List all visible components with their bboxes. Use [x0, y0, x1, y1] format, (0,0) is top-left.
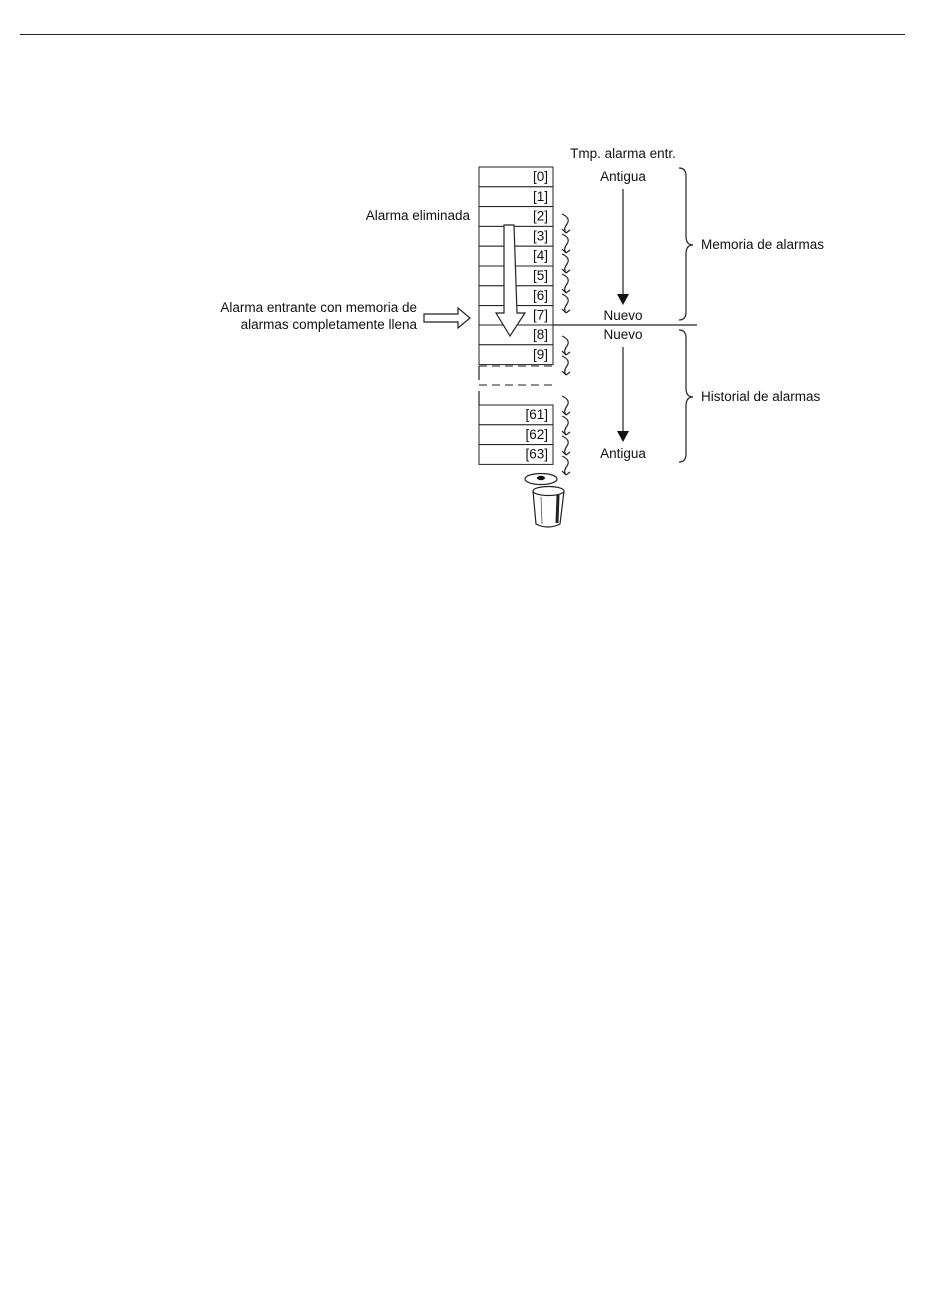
- cell-index-label: [0]: [532, 169, 548, 184]
- trash-can-icon: [525, 474, 564, 528]
- cell-index-label: [9]: [532, 346, 548, 362]
- omitted-cells: [479, 366, 553, 405]
- shift-curl-icon: [562, 274, 570, 293]
- history-cell: [479, 345, 553, 365]
- incoming-alarm-arrow: [424, 308, 470, 328]
- timestamp-header: Tmp. alarma entr.: [570, 146, 676, 161]
- cell-index-label: [6]: [532, 287, 548, 303]
- cell-index-label: [5]: [532, 268, 548, 283]
- cell-index-label: [8]: [532, 327, 548, 342]
- memory-brace-label: Memoria de alarmas: [701, 237, 825, 252]
- cell-index-label: [4]: [532, 248, 548, 264]
- shift-curl-icon: [562, 336, 570, 355]
- memory-cell: [479, 187, 553, 207]
- shift-curl-icon: [562, 214, 570, 233]
- deleted-alarm-label: Alarma eliminada: [365, 208, 470, 223]
- history-cell: [479, 425, 553, 445]
- incoming-alarm-label-line1: Alarma entrante con memoria de: [220, 300, 417, 315]
- history-cell: [479, 405, 553, 425]
- cell-index-label: [62]: [525, 426, 548, 442]
- shift-curl-icon: [562, 436, 570, 455]
- incoming-alarm-label-line2: alarmas completamente llena: [240, 317, 417, 332]
- cell-index-label: [1]: [532, 188, 548, 204]
- history-newest-label: Nuevo: [603, 327, 643, 342]
- history-cell: [479, 325, 553, 345]
- cell-index-label: [63]: [525, 446, 548, 462]
- cell-index-label: [2]: [532, 208, 548, 224]
- memory-brace: [679, 168, 693, 320]
- cell-index-label: [61]: [525, 407, 548, 422]
- memory-cell: [479, 246, 553, 266]
- history-brace: [679, 330, 693, 462]
- memory-cell: [479, 167, 553, 187]
- shift-curl-icon: [562, 456, 570, 475]
- history-time-arrowhead: [617, 431, 629, 442]
- memory-time-arrowhead: [617, 294, 629, 305]
- shift-markers: [562, 214, 570, 475]
- memory-newest-label: Nuevo: [603, 308, 643, 323]
- memory-oldest-label: Antigua: [600, 169, 646, 184]
- history-cell: [479, 445, 553, 465]
- memory-cell: [479, 226, 553, 246]
- shift-curl-icon: [562, 234, 570, 253]
- history-brace-label: Historial de alarmas: [701, 389, 821, 404]
- history-oldest-label: Antigua: [600, 446, 646, 461]
- shift-curl-icon: [562, 294, 570, 313]
- shift-curl-icon: [562, 396, 570, 415]
- shift-curl-icon: [562, 416, 570, 435]
- memory-cell: [479, 207, 553, 227]
- cell-index-label: [3]: [532, 228, 548, 244]
- cell-index-label: [7]: [532, 307, 548, 323]
- shift-curl-icon: [562, 356, 570, 375]
- shift-curl-icon: [562, 254, 570, 273]
